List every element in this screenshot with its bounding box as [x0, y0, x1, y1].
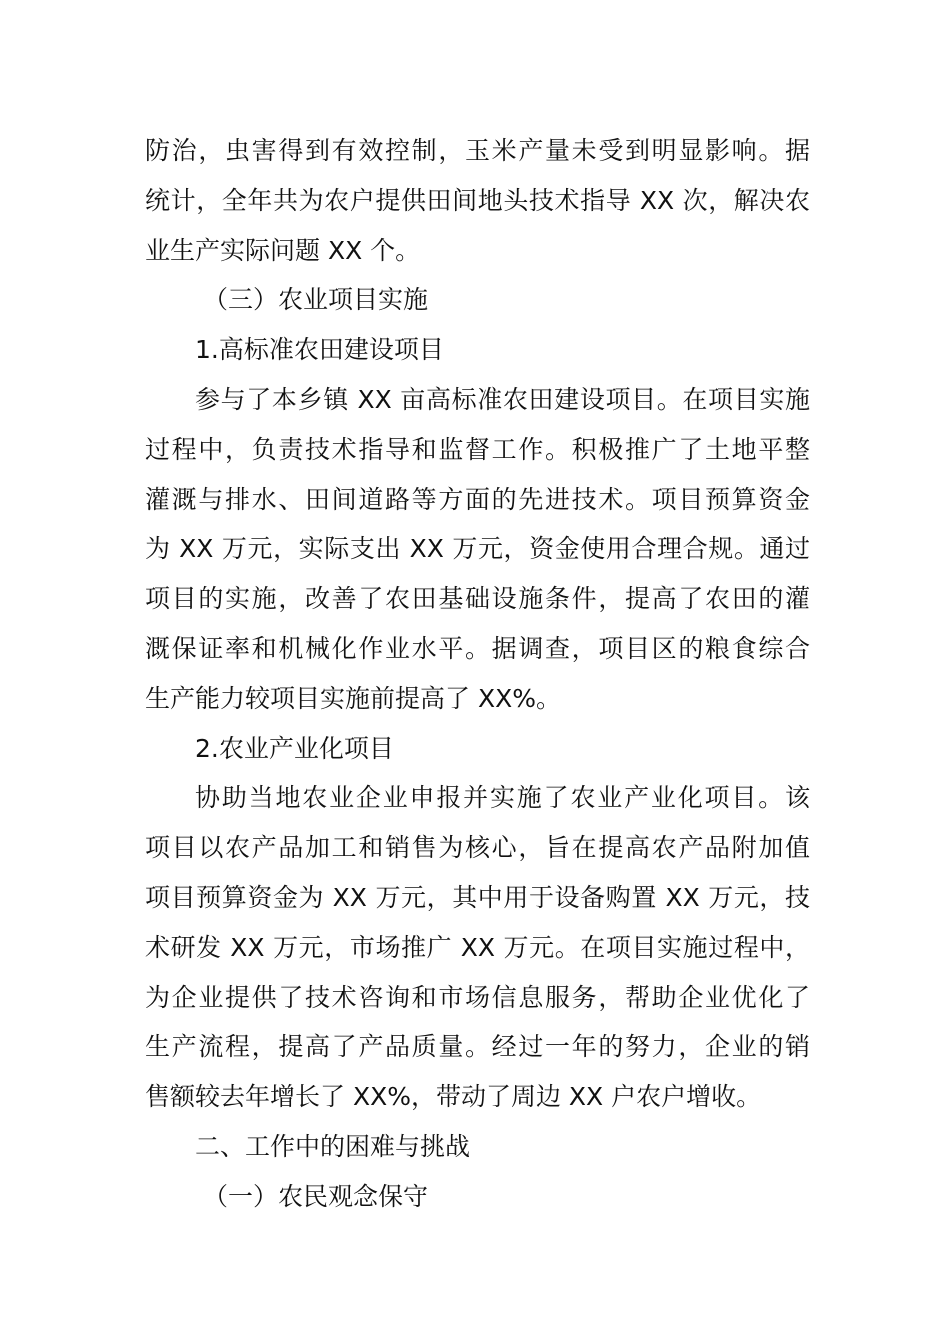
section-heading: （三）农业项目实施 — [203, 285, 429, 315]
text-line: 项目预算资金为 XX 万元，其中用于设备购置 XX 万元，技 — [145, 882, 810, 912]
text-line: 灌溉与排水、田间道路等方面的先进技术。项目预算资金 — [145, 484, 810, 514]
section-heading: （一）农民观念保守 — [203, 1181, 429, 1211]
subsection-heading: 2.农业产业化项目 — [195, 733, 394, 763]
text-line: 防治，虫害得到有效控制，玉米产量未受到明显影响。据 — [145, 136, 810, 165]
text-line: 统计，全年共为农户提供田间地头技术指导 XX 次，解决农 — [145, 185, 810, 215]
text-line: 协助当地农业企业申报并实施了农业产业化项目。该 — [195, 783, 810, 813]
text-line: 生产能力较项目实施前提高了 XX%。 — [145, 683, 561, 713]
subsection-heading: 1.高标准农田建设项目 — [195, 335, 444, 365]
text-line: 为 XX 万元，实际支出 XX 万元，资金使用合理合规。通过 — [145, 534, 810, 564]
text-line: 业生产实际问题 XX 个。 — [145, 235, 421, 265]
chapter-heading: 二、工作中的困难与挑战 — [195, 1131, 471, 1161]
document-body — [145, 126, 810, 1222]
text-line: 为企业提供了技术咨询和市场信息服务，帮助企业优化了 — [145, 982, 810, 1012]
text-line: 售额较去年增长了 XX%，带动了周边 XX 户农户增收。 — [145, 1082, 762, 1112]
text-line: 参与了本乡镇 XX 亩高标准农田建设项目。在项目实施 — [195, 384, 810, 414]
text-line: 过程中，负责技术指导和监督工作。积极推广了土地平整 — [145, 434, 810, 464]
text-line: 生产流程，提高了产品质量。经过一年的努力，企业的销 — [145, 1032, 810, 1062]
text-line: 项目以农产品加工和销售为核心，旨在提高农产品附加值 — [145, 833, 810, 863]
text-line: 溉保证率和机械化作业水平。据调查，项目区的粮食综合 — [145, 633, 810, 663]
text-line: 项目的实施，改善了农田基础设施条件，提高了农田的灌 — [145, 584, 810, 614]
text-line: 术研发 XX 万元，市场推广 XX 万元。在项目实施过程中， — [145, 932, 810, 962]
